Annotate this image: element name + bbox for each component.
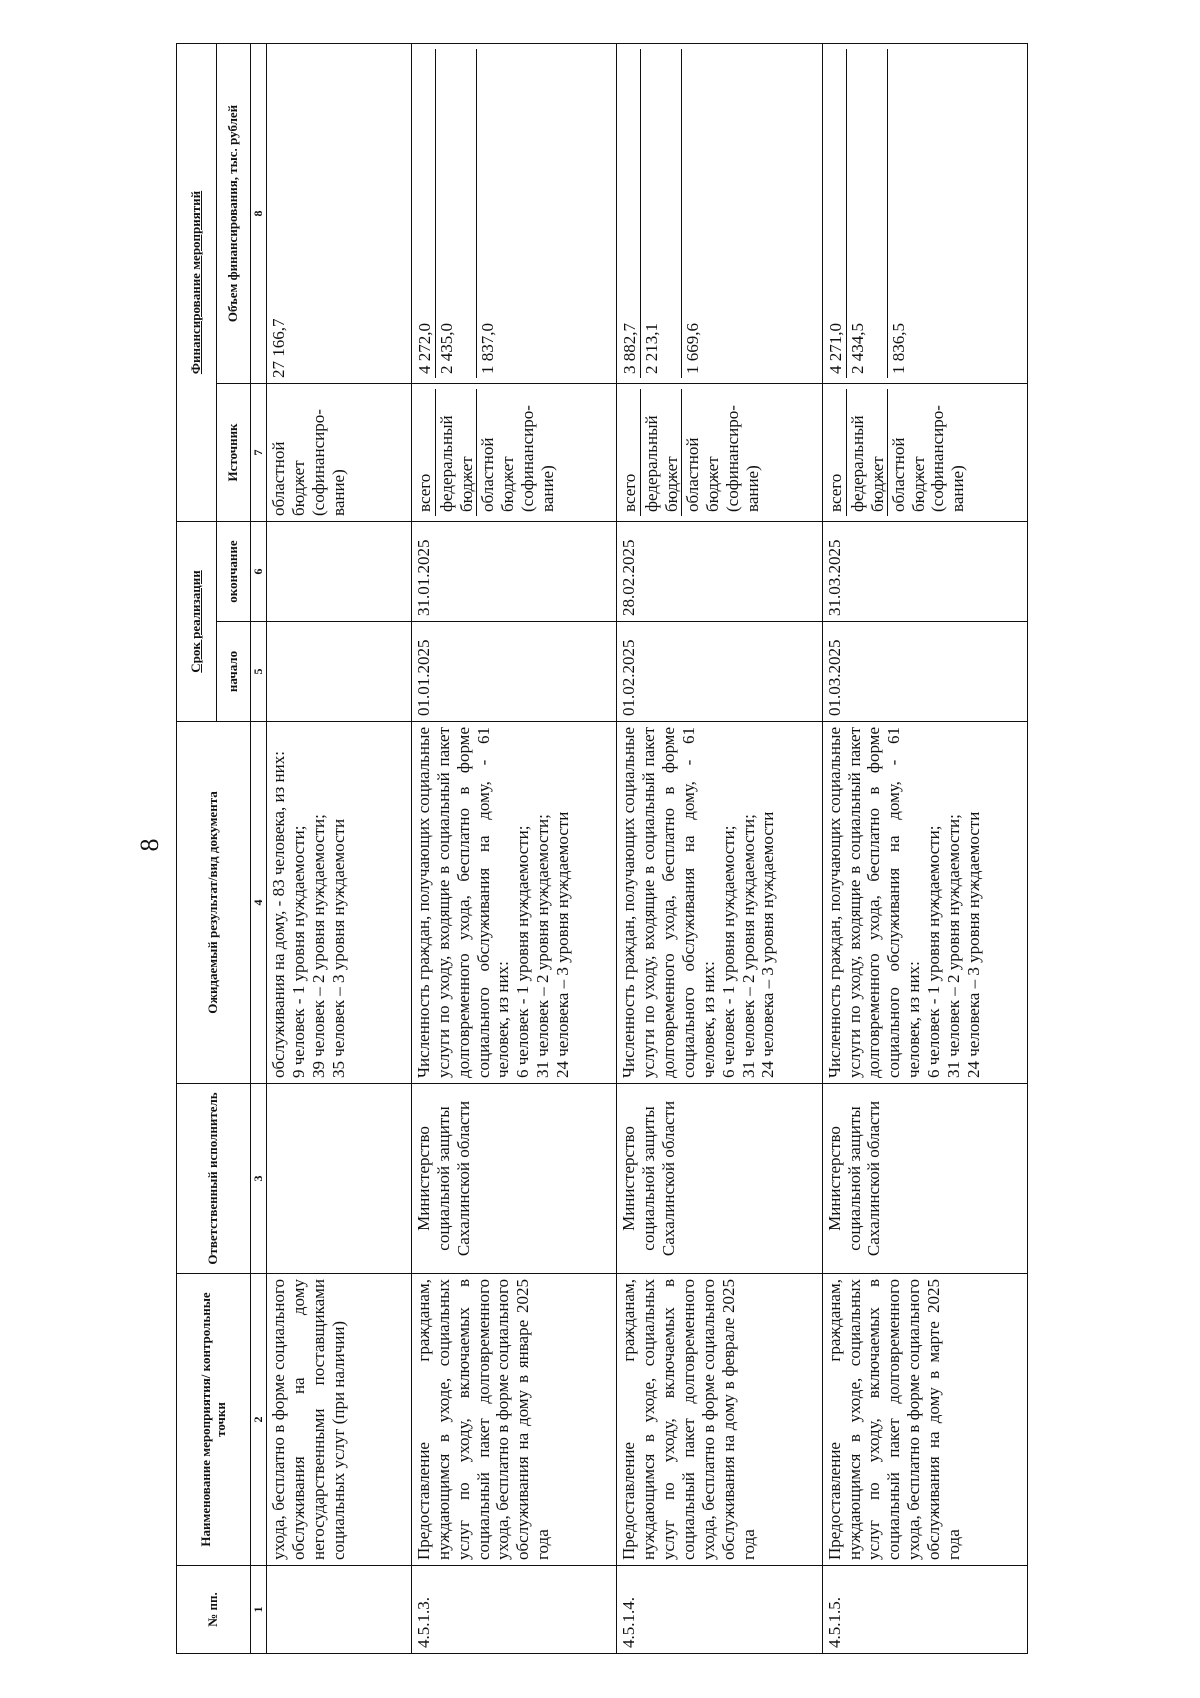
cell-num: 4.5.1.3.	[411, 1566, 616, 1654]
result-line: 9 человек - 1 уровня нуждаемости;	[288, 825, 308, 1078]
header-name: Наименование мероприятия/ контрольные точки	[177, 1274, 251, 1566]
col-number: 4	[251, 722, 267, 1084]
col-number: 6	[251, 521, 267, 621]
result-line: 31 человек – 2 уровня нуждаемости;	[738, 814, 758, 1078]
cell-name: Предоставление гражданам, нуждающимся в уходе, социальных услуг по уходу, включаемых в социальный пакет долговременного ухода, бесплатно в форме социального обслуживания на дому в январе 2025 года	[411, 1274, 616, 1566]
source-item: областной бюджет (софинансиро-вание)	[888, 405, 968, 512]
amount-item: 1 669,6	[683, 322, 703, 374]
amount-item: 2 213,1	[641, 49, 682, 378]
result-line: 31 человек – 2 уровня нуждаемости;	[533, 814, 553, 1078]
col-number: 3	[251, 1084, 267, 1274]
header-executor: Ответственный исполнитель	[177, 1084, 251, 1274]
cell-sources	[411, 383, 616, 521]
cell-result	[822, 722, 1027, 1084]
cell-executor: Министерство социальной защиты Сахалинской области	[617, 1084, 822, 1274]
col-number: 7	[251, 383, 267, 521]
page-number: 8	[135, 838, 164, 852]
amount-item: 1 836,5	[888, 322, 908, 374]
source-item: областной бюджет (софинансиро-вание)	[477, 405, 557, 512]
cell-sources	[617, 383, 822, 521]
cell-end: 31.01.2025	[411, 521, 616, 621]
amount-item: 4 271,0	[825, 49, 847, 378]
table-row-continuation	[267, 43, 412, 1653]
result-main: Численность граждан, получающих социальные услуги по уходу, входящие в социальный пакет долговременного ухода, бесплатно в форме социального обслуживания на дому, - 61 человек, из них:	[413, 727, 513, 1078]
cell-end: 28.02.2025	[617, 521, 822, 621]
cell-start: 01.03.2025	[822, 622, 1027, 722]
cell-start: 01.01.2025	[411, 622, 616, 722]
cell-name: Предоставление гражданам, нуждающимся в уходе, социальных услуг по уходу, включаемых в социальный пакет долговременного ухода, бесплатно в форме социального обслуживания на дому в марте 2025 года	[822, 1274, 1027, 1566]
header-source: Источник	[217, 383, 251, 521]
amount-item: 4 272,0	[414, 49, 436, 378]
rotated-page	[176, 44, 1028, 1654]
cell-source: областной бюджет (софинансиро-вание)	[267, 383, 412, 521]
source-item: федеральный бюджет	[436, 389, 477, 516]
result-line: 35 человек – 3 уровня нуждаемости	[328, 818, 348, 1078]
source-item: областной бюджет (софинансиро-вание)	[683, 405, 762, 512]
amount-item: 2 434,5	[847, 49, 888, 378]
cell-amounts	[822, 43, 1027, 383]
result-main: Численность граждан, получающих социальные услуги по уходу, входящие в социальный пакет долговременного ухода, бесплатно в форме социального обслуживания на дому, - 61 человек, из них:	[824, 727, 924, 1078]
cell-amounts	[617, 43, 822, 383]
cell-name: Предоставление гражданам, нуждающимся в уходе, социальных услуг по уходу, включаемых в социальный пакет долговременного ухода, бесплатно в форме социального обслуживания на дому в феврале 2025 года	[617, 1274, 822, 1566]
table-row	[411, 43, 616, 1653]
cell-amount: 27 166,7	[267, 43, 412, 383]
cell-num: 4.5.1.5.	[822, 1566, 1027, 1654]
cell-executor: Министерство социальной защиты Сахалинской области	[411, 1084, 616, 1274]
column-numbers-row	[251, 43, 267, 1653]
result-line: 24 человека – 3 уровня нуждаемости	[963, 811, 983, 1078]
result-line: 6 человек - 1 уровня нуждаемости;	[924, 825, 943, 1078]
source-item: всего	[825, 389, 847, 516]
result-line: 24 человека – 3 уровня нуждаемости	[758, 811, 778, 1078]
table-row	[822, 43, 1027, 1653]
source-item: федеральный бюджет	[641, 389, 682, 516]
header-start: начало	[217, 622, 251, 722]
cell-result	[411, 722, 616, 1084]
result-line: 6 человек - 1 уровня нуждаемости;	[513, 825, 533, 1078]
cell-num: 4.5.1.4.	[617, 1566, 822, 1654]
cell-result	[267, 722, 412, 1084]
col-number: 5	[251, 622, 267, 722]
amount-item: 3 882,7	[619, 49, 641, 378]
result-line: 24 человека – 3 уровня нуждаемости	[553, 811, 573, 1078]
header-financing: Финансирование мероприятий	[177, 43, 217, 521]
col-number: 8	[251, 43, 267, 383]
cell-amounts	[411, 43, 616, 383]
result-line: 31 человек – 2 уровня нуждаемости;	[943, 814, 963, 1078]
cell-executor: Министерство социальной защиты Сахалинской области	[822, 1084, 1027, 1274]
source-item: всего	[414, 389, 436, 516]
header-period: Срок реализации	[177, 521, 217, 721]
cell-sources	[822, 383, 1027, 521]
amount-item: 2 435,0	[436, 49, 477, 378]
cell-executor	[267, 1084, 412, 1274]
source-item: всего	[619, 389, 641, 516]
header-end: окончание	[217, 521, 251, 621]
result-line: 6 человек - 1 уровня нуждаемости;	[718, 825, 738, 1078]
header-num: № пп.	[177, 1566, 251, 1654]
cell-end: 31.03.2025	[822, 521, 1027, 621]
cell-name: ухода, бесплатно в форме социального обслуживания на дому негосударственными поставщиками социальных услуг (при наличии)	[267, 1274, 412, 1566]
col-number: 1	[251, 1566, 267, 1654]
cell-start	[267, 622, 412, 722]
table-row	[617, 43, 822, 1653]
amount-item: 1 837,0	[477, 322, 497, 374]
cell-num	[267, 1566, 412, 1654]
cell-result	[617, 722, 822, 1084]
action-plan-table	[176, 43, 1028, 1654]
header-row	[177, 43, 217, 1653]
cell-end	[267, 521, 412, 621]
header-amount: Объем финансирования, тыс. рублей	[217, 43, 251, 383]
cell-start: 01.02.2025	[617, 622, 822, 722]
result-main: Численность граждан, получающих социальные услуги по уходу, входящие в социальный пакет долговременного ухода, бесплатно в форме социального обслуживания на дому, - 61 человек, из них:	[619, 727, 718, 1078]
result-line: 39 человек – 2 уровня нуждаемости;	[308, 814, 328, 1078]
source-item: федеральный бюджет	[847, 389, 888, 516]
result-line: обслуживания на дому, - 83 человека, из них:	[269, 751, 288, 1078]
header-result: Ожидаемый результат/вид документа	[177, 722, 251, 1084]
col-number: 2	[251, 1274, 267, 1566]
